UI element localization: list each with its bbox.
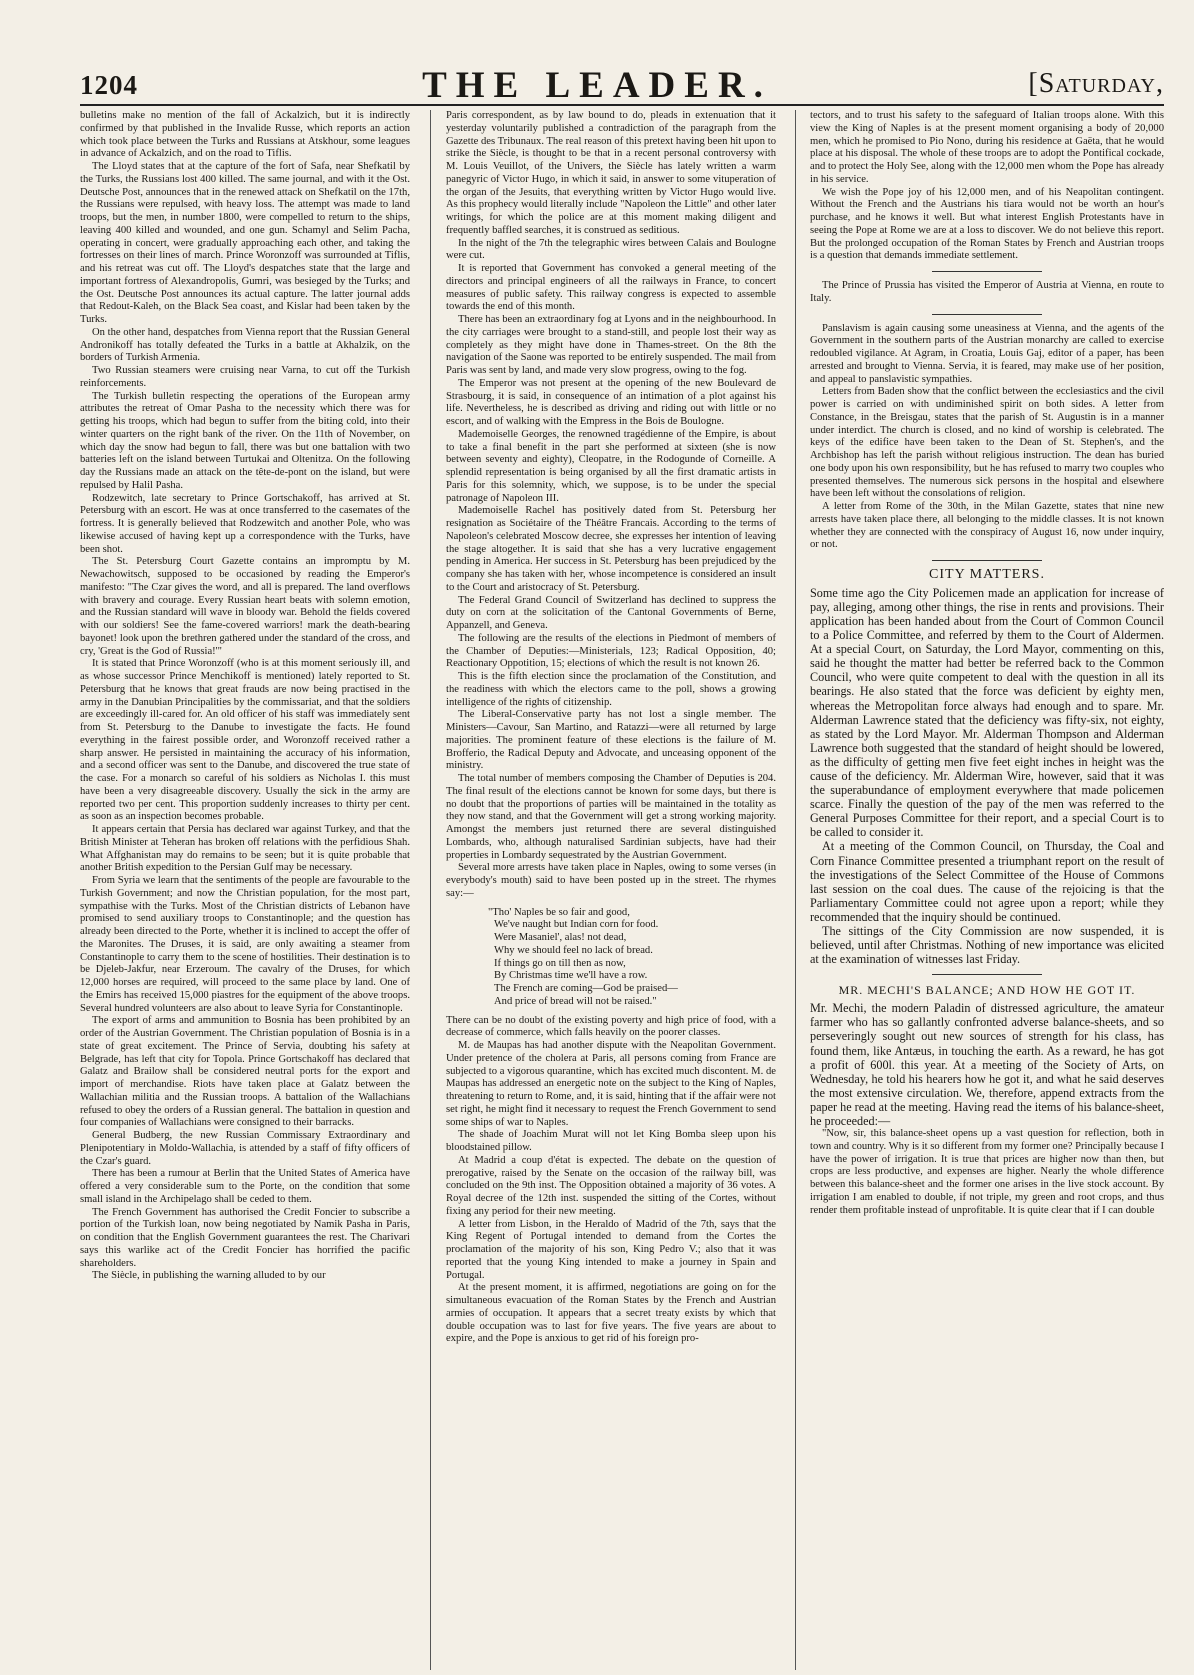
page-number: 1204 [80, 70, 138, 100]
paragraph: At a meeting of the Common Council, on Thursday, the Coal and Corn Finance Committee presented a triumphant report on the result of the investigations of the Select Committee of the House of Commons last session on the coal dues. The cause of the rejoicing is that the Parliamentary Committee could not agree upon a report; while they recommended that the inquiry should be continued. [810, 839, 1164, 924]
masthead [0, 0, 1194, 104]
verse-line: And price of bread will not be raised." [494, 995, 657, 1007]
paragraph: M. de Maupas has had another dispute with the Neapolitan Government. Under pretence of the cholera at Paris, all persons coming from France are subjected to a vigorous quarantine, which has excited much discontent. M. de Maupas has addressed an energetic note on the subject to the King of Naples, threatening to return to Rome, and, it is said, hinting that if the affair were not set right, he might find it necessary to request the French Government to send some ships of war to Naples. [446, 1040, 776, 1128]
paragraph: A letter from Lisbon, in the Heraldo of Madrid of the 7th, says that the King Regent of Portugal intended to demand from the Cortes the proclamation of the majority of his son, King Pedro V.; also that it was reported that the young King intended to make a journey in Spain and Portugal. [446, 1218, 776, 1281]
paragraph: It appears certain that Persia has declared war against Turkey, and that the British Minister at Teheran has broken off relations with the perfidious Shah. What Affghanistan may do remains to be seen; but it is quite probable that another British expedition to the Persian Gulf may be necessary. [80, 824, 410, 874]
verse-line: If things go on till then as now, [494, 957, 626, 969]
section-divider [932, 974, 1042, 975]
paragraph: The sittings of the City Commission are now suspended, it is believed, until after Christmas. Nothing of new importance was elicited at the examination of witnesses last Friday. [810, 924, 1164, 967]
column-1 [80, 110, 410, 1670]
columns [80, 110, 1164, 1670]
paragraph: A letter from Rome of the 30th, in the Milan Gazette, states that nine new arrests have taken place there, all belonging to the middle classes. It is not known whether they are connected with the conspiracy of August 16, now under inquiry, or not. [810, 501, 1164, 551]
paragraph: Mademoiselle Georges, the renowned tragédienne of the Empire, is about to take a final benefit in the part she performed at sixteen (she is now between seventy and eighty), Cleopatre, in the Rodogunde of Corneille. A splendid representation is being organised by all the first dramatic artists in Paris for this solemnity, which, we suppose, is to be under the special patronage of Napoleon III. [446, 428, 776, 504]
paragraph: It is stated that Prince Woronzoff (who is at this moment seriously ill, and as whose successor Prince Menchikoff is mentioned) lately reported to St. Petersburg that he knows that great frauds are now being practised in the army in the Danubian Principalities by the commissariat, and that the soldiers are exceedingly ill-cared for. An old officer of his staff was immediately sent from St. Petersburg to the Danube to investigate the facts. He found everything in the fairest possible order, and Woronzoff received rather a sharp answer. He persisted in maintaining the accuracy of his information, and a second officer was sent to the Danube, and discovered the true state of the case. For a monarch so careful of his soldiers as Nicholas I. this must have been a very disagreeable discovery. Usually the sick in the army are reported two per cent. This proportion suddenly increases to thirty per cent. as soon as an inspection becomes probable. [80, 658, 410, 823]
paragraph: The Siècle, in publishing the warning alluded to by our [92, 1270, 326, 1282]
paragraph: Some time ago the City Policemen made an application for increase of pay, alleging, among other things, the rise in rents and provisions. Their application has been handed about from the Court of Common Council to a Police Committee, and referred by them to the Court of Aldermen. At a special Court, on Saturday, the Lord Mayor, commenting on this, said he thought the matter had better be referred back to the Common Council, who were quite competent to deal with the question in all its bearings. He also stated that the force was deficient by eighty men, whereas the Metropolitan force always had enough and to spare. Mr. Alderman Lawrence stated that the deficiency was fifty-six, not eighty, as stated by the Lord Mayor. Mr. Alderman Thompson and Alderman Lawrence both suggested that the standard of height should be lowered, as the difficulty of getting men five feet eight inches in height was the cause of the deficiency. Mr. Alderman Wire, however, said that it was the superabundance of employment everywhere that made policemen scarce. Finally the question of the pay of the men was referred to the General Purposes Committee for their report, and a special Court is to be called to consider it. [810, 585, 1164, 840]
column-2 [446, 110, 776, 1670]
mechi-heading: MR. MECHI'S BALANCE; AND HOW HE GOT IT. [838, 983, 1136, 998]
city-matters-heading: CITY MATTERS. [929, 567, 1045, 582]
paragraph: In the night of the 7th the telegraphic wires between Calais and Boulogne were cut. [446, 237, 776, 262]
paragraph: The Prince of Prussia has visited the Emperor of Austria at Vienna, en route to Italy. [810, 280, 1164, 304]
paragraph: On the other hand, despatches from Vienna report that the Russian General Andronikoff has totally defeated the Turks in a battle at Akhalzik, on the borders of Turkish Armenia. [80, 326, 410, 364]
paragraph: Mademoiselle Rachel has positively dated from St. Petersburg her resignation as Sociétaire of the Théâtre Francais. According to the terms of Napoleon's celebrated Moscow decree, she expresses her intention of leaving the stage altogether. It is said that she has a very lucrative engagement pending in America. Her success in St. Petersburg has been prejudiced by the company she has taken with her, whose incompetence is considered an insult to the Court and aristocracy of St. Petersburg. [446, 505, 776, 593]
paragraph: Two Russian steamers were cruising near Varna, to cut off the Turkish reinforcements. [80, 365, 410, 389]
paragraph: Letters from Baden show that the conflict between the ecclesiastics and the civil power is carried on with undiminished spirit on both sides. A letter from Constance, in the Breisgau, states that the parish of St. Augustin is in a manner under interdict. The church is closed, and no kind of worship is celebrated. The keys of the edifice have been taken to the Dean of St. Stephen's, and the Archbishop has left the parish without religious instruction. The dean has buried one body upon his own responsibility, but he has refused to marry two couples who presented themselves. The numerous sick persons in the hospital and elsewhere have been left without the consolations of religion. [810, 386, 1164, 500]
paragraph: The St. Petersburg Court Gazette contains an impromptu by M. Newachowitsch, supposed to be occasioned by reading the Emperor's manifesto: "The Czar gives the word, and all is prepared. The land overflows with bravery and courage. Every Russian heart beats with solemn emotion, and the Russian standard will wave in bloody war. Behold the fields covered with our soldiers! See the fame-covered warriors! mark the death-bearing bayonet! look upon the brethren gathered under the standard of the cross, and cry, 'Great is the God of Russia!'" [80, 556, 410, 657]
paragraph: At Madrid a coup d'état is expected. The debate on the question of prerogative, raised by the Senate on the occasion of the railway bill, was concluded on the 9th inst. The Opposition obtained a majority of 36 votes. A Royal decree of the 12th inst. suspended the sitting of the Cortes, without fixing any period for their new meeting. [446, 1154, 776, 1217]
paragraph: bulletins make no mention of the fall of Ackalzich, but it is indirectly confirmed by that published in the Invalide Russe, which reports an action which took place between the Turks and Russians at Atskhour, some leagues in advance of Ackalzich, and on the road to Tiflis. [80, 110, 410, 160]
paragraph: We wish the Pope joy of his 12,000 men, and of his Neapolitan contingent. Without the French and the Austrians his tiara would not be worth an hour's purchase, and he knows it well. But what interest English Protestants have in seeing the Pope at Rome we are at a loss to discover. We do not believe this report. But the prolonged occupation of the Roman States by French and Austrian troops is a question that demands immediate settlement. [810, 186, 1164, 262]
column-3 [810, 110, 1164, 1670]
city-matters-body [810, 586, 1164, 967]
issue-day: [Saturday, [1028, 68, 1164, 99]
paragraph: There has been an extraordinary fog at Lyons and in the neighbourhood. In the city carriages were brought to a stand-still, and people lost their way as completely as they might have done in Thames-street. On the 8th the navigation of the Saone was reported to be entirely suspended. The mail from Paris was sent by land, and made very slow progress, owing to the fog. [446, 314, 776, 376]
verse-line: "Tho' Naples be so fair and good, [488, 906, 630, 918]
paragraph: The French Government has authorised the Credit Foncier to subscribe a portion of the Turkish loan, now being negotiated by Namik Pasha in Paris, on condition that the English Government guarantees the rest. The Charivari says this warlike act of the Credit Foncier has horrified the pacific shareholders. [80, 1206, 410, 1269]
paragraph: tectors, and to trust his safety to the safeguard of Italian troops alone. With this view the King of Naples is at the present moment organising a body of 20,000 men, which he promised to Pio Nono, during his residence at Gaëta, that he would place at his disposal. The whole of these troops are to adopt the Pontifical cockade, and to protect the Holy See, along with the 12,000 men whom the Pope has already in his service. [810, 110, 1164, 185]
verse-line: By Christmas time we'll have a row. [494, 970, 648, 982]
masthead-rule [80, 104, 1164, 106]
paragraph: There has been a rumour at Berlin that the United States of America have offered a very considerable sum to the Porte, on the condition that some small island in the Archipelago shall be ceded to them. [80, 1168, 410, 1205]
paragraph: The Federal Grand Council of Switzerland has declined to suppress the duty on corn at the solicitation of the Cantonal Governments of Berne, Appanzell, and Geneva. [446, 594, 776, 631]
column-rule [430, 110, 431, 1670]
verse-line: Why we should feel no lack of bread. [494, 944, 653, 956]
section-divider [932, 271, 1042, 272]
verse-line: We've naught but Indian corn for food. [494, 919, 659, 931]
paragraph: From Syria we learn that the sentiments of the people are favourable to the Turkish Government; and now the Christian population, for the most part, sympathise with the Turks. Most of the Christian districts of Lebanon have promised to send auxiliary troops to Constantinople; and the question has already been directed to the Porte, whether it is inclined to accept the offer of the Maronites. The Druses, it is said, are only awaiting a steamer from Constantinople to carry them to the scene of hostilities. Their destination is to be Djeleb-Jakfur, near Erzeroum. The cavalry of the Druses, for which 12,000 horses are required, will proceed to the same place by land. One of the Emirs has received 15,000 piastres for the equipment of the above troops. Several hundred volunteers are also about to leave Syria for Constantinople. [80, 875, 410, 1014]
column-rule [795, 110, 796, 1670]
paragraph: At the present moment, it is affirmed, negotiations are going on for the simultaneous evacuation of the Roman States by the French and Austrian armies of occupation. It appears that a secret treaty exists by which that double occupation was to last for five years. The five years are about to expire, and the Pope is anxious to get rid of his foreign pro- [446, 1282, 776, 1345]
paragraph: Several more arrests have taken place in Naples, owing to some verses (in everybody's mouth) said to have been posted up in the street. The rhymes say:— [446, 862, 776, 899]
paragraph: This is the fifth election since the proclamation of the Constitution, and the readiness with which the electors came to the poll, shows a growing intelligence of the rights of citizenship. [446, 671, 776, 708]
mechi-body [810, 1001, 1164, 1128]
paragraph: General Budberg, the new Russian Commissary Extraordinary and Plenipotentiary in Moldo-Wallachia, is attended by a staff of fifty officers of the Czar's guard. [80, 1130, 410, 1167]
paper-title: THE LEADER. [422, 65, 772, 106]
paragraph: It is reported that Government has convoked a general meeting of the directors and principal engineers of all the railways in France, to concert measures of public safety. This railway congress is expected to assemble towards the end of this month. [446, 263, 776, 313]
paragraph: The Emperor was not present at the opening of the new Boulevard de Strasbourg, it is said, in consequence of an intimation of a plot against his life. Nevertheless, he is described as driving and riding out with little or no escort, and of walking with the Empress in the Bois de Boulogne. [446, 377, 776, 427]
paragraph: Paris correspondent, as by law bound to do, pleads in extenuation that it yesterday voluntarily published a contradiction of the paragraph from the Gazette des Tribunaux. The real reason of this pretext having been hit upon to strike the Siècle, is thought to be that in a recent personal controversy with M. Louis Veuillot, of the Univers, the Siècle has lately written a warm panegyric of Victor Hugo, in which it said, in answer to some vituperation of the organ of the Jesuits, that everything written by Victor Hugo would live. As this prophecy would literally include "Napoleon the Little" and other later writings, for which the police are at this moment making diligent and frequently baffled searches, it is construed as seditious. [446, 110, 776, 236]
paragraph: The export of arms and ammunition to Bosnia has been prohibited by an order of the Austrian Government. The Christian population of Bosnia is in a state of great excitement. The Prince of Servia, doubting his safety at Belgrade, has left that city for Topola. Prince Gortschakoff has declared that Galatz and Brailow shall be considered neutral ports for the export and import of merchandise. Riots have taken place at Galatz between the Wallachian militia and the Russian troops. A battalion of the Wallachians refused to obey the orders of a Russian general. The battalion in question and four companies of Wallachians were consigned to their barracks. [80, 1015, 410, 1129]
paragraph: The Lloyd states that at the capture of the fort of Safa, near Shefkatil by the Turks, the Russians lost 400 killed. The same journal, and with it the Ost. Deutsche Post, announces that in the renewed attack on Shefkatil on the 17th, the Russians were repulsed, with heavy loss. The attempt was made to land troops, but the men, in number 1800, were compelled to return to the ships, leaving 400 killed and wounded, and one gun. Schamyl and Selim Pacha, operating in concert, were gradually approaching each other, and taking the fortresses on their lines of march. Prince Woronzoff was surrounded at Tiflis, and his retreat was cut off. The Lloyd's despatches state that the large and important fortress of Alexandropolis, Gumri, was besieged by the Turks; and the Ost. Deutsche Post announces its actual capture. The latter journal adds that Redout-Kaleh, on the Black Sea coast, and Kislar had been taken by the Turks. [80, 161, 410, 325]
paragraph: The Liberal-Conservative party has not lost a single member. The Ministers—Cavour, San Martino, and Ratazzi—were all returned by large majorities. The prominent feature of these elections is the failure of M. Brofferio, the Radical Deputy and Advocate, and unceasing opponent of the ministry. [446, 709, 776, 772]
paragraph: Mr. Mechi, the modern Paladin of distressed agriculture, the amateur farmer who has so gallantly confronted adverse balance-sheets, and so perseveringly sought out new sources of strength for his class, has found them, like Antæus, in touching the earth. As a reward, he has got a profit of 600l. this year. At a meeting of the Society of Arts, on Wednesday, he told his hearers how he got it, and what he said deserves the most extensive circulation. We, therefore, append extracts from the paper he read at the meeting. Having read the items of his balance-sheet, he proceeded:— [810, 1001, 1164, 1129]
verse-line: Were Masaniel', alas! not dead, [494, 932, 627, 943]
paragraph: The Turkish bulletin respecting the operations of the European army attributes the retreat of Omar Pasha to the necessity which there was for getting his troops, which had begun to suffer from the biting cold, into their winter quarters on the right bank of the river. On the 11th of November, on which day the snow had begun to fall, there was but one battalion with two batteries left on the island between Turtukai and Oltenitza. On the following day the Russians made an attack on the tête-de-pont on the island, but were repulsed by Halil Pasha. [80, 390, 410, 491]
naples-verse [446, 907, 776, 1009]
paragraph: The shade of Joachim Murat will not let King Bomba sleep upon his bloodstained pillow. [446, 1129, 776, 1153]
paragraph: There can be no doubt of the existing poverty and high price of food, with a decrease of commerce, which falls heavily on the poorer classes. [446, 1014, 776, 1039]
section-divider [932, 560, 1042, 561]
paragraph: Rodzewitch, late secretary to Prince Gortschakoff, has arrived at St. Petersburg with an escort. He was at once transferred to the casemates of the fortress. It is generally believed that Rodzewitch and another Pole, who was likewise accused of having kept up a correspondence with the Turks, have been shot. [80, 492, 410, 555]
paragraph: The following are the results of the elections in Piedmont of members of the Chamber of Deputies:—Ministerials, 123; Radical Opposition, 40; Reactionary Oppotition, 15; elections of which the result is not known 26. [446, 632, 776, 670]
verse-line: The French are coming—God be praised— [494, 983, 678, 994]
paragraph: The total number of members composing the Chamber of Deputies is 204. The final result of the elections cannot be known for some days, but there is no doubt that the proportions of parties will be maintained in the totality as they now stand, and that the Government will get a strong working majority. Amongst the members just returned there are several distinguished Lombards, who, although naturalised Sardinian subjects, have had their properties in Lombardy sequestrated by the Austrian Government. [446, 773, 776, 861]
paragraph: "Now, sir, this balance-sheet opens up a vast question for reflection, both in town and country. Why is it so different from my former one? Principally because I have the power of irrigation. It is true that prices are higher now than then, but crops are less productive, and expenses are higher. Nearly the whole difference between this balance-sheet and the former one arises in the live stock account. By irrigation I am enabled to double, if not triple, my green and root crops, and thus render them profitable instead of unprofitable. It is quite clear that if I can double [810, 1128, 1164, 1216]
paragraph: Panslavism is again causing some uneasiness at Vienna, and the agents of the Government in the southern parts of the Austrian monarchy are called to exercise redoubled vigilance. At Agram, in Croatia, Louis Gaj, editor of a paper, has been arrested and brought to Vienna. Servia, it is feared, may make use of her position, and appeal to panslavistic sympathies. [810, 322, 1164, 385]
section-divider [932, 314, 1042, 315]
